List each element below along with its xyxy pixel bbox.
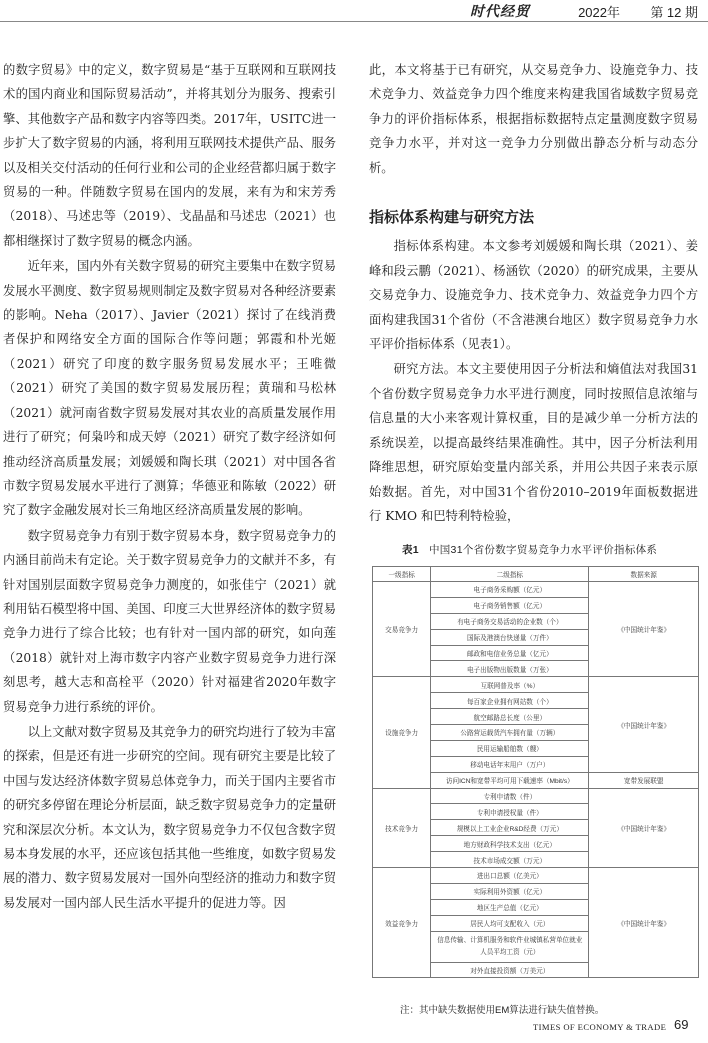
table-caption-text: 中国31个省份数字贸易竞争力水平评价指标体系 bbox=[428, 544, 658, 556]
level2-cell: 民用运输船舶数（艘） bbox=[431, 740, 589, 756]
table-row bbox=[373, 677, 699, 693]
level2-cell: 电子出版物出版数量（万张） bbox=[431, 661, 589, 677]
level2-cell: 有电子商务交易活动的企业数（个） bbox=[431, 613, 589, 629]
level2-cell: 专利申请授权量（件） bbox=[431, 804, 589, 820]
table-row bbox=[373, 788, 699, 804]
level1-cell: 技术竞争力 bbox=[373, 788, 431, 867]
section-heading: 指标体系构建与研究方法 bbox=[369, 209, 535, 227]
table-header-cell: 一级指标 bbox=[373, 567, 431, 582]
level2-cell: 电子商务采购额（亿元） bbox=[431, 582, 589, 598]
body-paragraph: 近年来，国内外有关数字贸易的研究主要集中在数字贸易发展水平测度、数字贸易规则制定及数字贸易对各种经济要素的影响。Neha（2017）、Javier（2021）探讨了在线消费者保护和网络安全方面的国际合作等问题；郭霞和朴光姬（2021）研究了印度的数字服务贸易发展水平；王唯微（2021）研究了美国的数字贸易发展历程；黄瑞和马松林（2021）就河南省数字贸易发展对其农业的高质量发展作用进行了研究；何枭吟和成天婷（2021）研究了数字经济如何推动经济高质量发展；刘媛媛和陶长琪（2021）对中国各省市数字贸易发展水平进行了测算；华德亚和陈敏（2022）研究了数字金融发展对长三角地区经济高质量发展的影响。 bbox=[3, 259, 336, 518]
level2-cell: 公路营运载货汽车拥有量（万辆） bbox=[431, 725, 589, 741]
source-cell: 《中国统计年鉴》 bbox=[589, 677, 699, 772]
table-header-row bbox=[373, 567, 699, 582]
level2-cell: 互联网普及率（%） bbox=[431, 677, 589, 693]
body-paragraph: 的数字贸易》中的定义，数字贸易是“基于互联网和互联网技术的国内商业和国际贸易活动”，并将其划分为服务、搜索引擎、其他数字产品和数字内容等四类。2017年，USITC进一步扩大了数字贸易的内涵，将利用互联网技术提供产品、服务以及相关交付活动的任何行业和公司的企业经营都归属于数字贸易的一种。伴随数字贸易在国内的发展，来有为和宋芳秀（2018）、马述忠等（2019）、戈晶晶和马述忠（2021）也都相继探讨了数字贸易的概念内涵。 bbox=[3, 63, 336, 248]
body-paragraph: 指标体系构建。本文参考刘媛媛和陶长琪（2021）、姜峰和段云鹏（2021）、杨涵钦（2020）的研究成果，主要从交易竞争力、设施竞争力、技术竞争力、效益竞争力四个方面构建我国31个省份（不含港澳台地区）数字贸易竞争力水平评价指标体系（见表1）。 bbox=[369, 239, 698, 352]
page-number: 69 bbox=[674, 1017, 689, 1032]
level2-cell: 移动电话年末用户（万户） bbox=[431, 756, 589, 772]
indicator-table bbox=[372, 566, 699, 978]
level2-cell: 实际利用外资额（亿元） bbox=[431, 883, 589, 899]
level2-cell: 对外直接投资额（万美元） bbox=[431, 962, 589, 978]
table-header-cell: 二级指标 bbox=[431, 567, 589, 582]
level1-cell: 设施竞争力 bbox=[373, 677, 431, 788]
table-note: 注：其中缺失数据使用EM算法进行缺失值替换。 bbox=[400, 1005, 605, 1016]
table-row bbox=[373, 868, 699, 884]
level2-cell: 规模以上工业企业R&D经费（万元） bbox=[431, 820, 589, 836]
level2-cell: 电子商务销售额（亿元） bbox=[431, 597, 589, 613]
journal-name: 时代经贸 bbox=[470, 4, 530, 20]
level2-cell: 技术市场成交额（万元） bbox=[431, 852, 589, 868]
table-row bbox=[373, 582, 699, 598]
body-paragraph: 数字贸易竞争力有别于数字贸易本身，数字贸易竞争力的内涵目前尚未有定论。关于数字贸易竞争力的文献并不多，有针对国别层面数字贸易竞争力测度的，如张佳宁（2021）就利用钻石模型将中国、美国、印度三大世界经济体的数字贸易竞争力进行了综合比较；也有针对一国内部的研究，如向莲（2018）就针对上海市数字内容产业数字贸易竞争力进行深刻思考，越大志和高栓平（2020）针对福建省2020年数字贸易竞争力进行系统的评价。 bbox=[3, 528, 336, 714]
level2-cell: 专利申请数（件） bbox=[431, 788, 589, 804]
source-cell: 《中国统计年鉴》 bbox=[589, 868, 699, 978]
footer-journal-name: TIMES OF ECONOMY & TRADE bbox=[533, 1022, 667, 1032]
source-cell: 《中国统计年鉴》 bbox=[589, 788, 699, 867]
level2-cell: 地方财政科学技术支出（亿元） bbox=[431, 836, 589, 852]
level2-cell: 信息传输、计算机服务和软件业城镇私营单位就业人员平均工资（元） bbox=[431, 931, 589, 962]
level2-cell: 每百家企业拥有网站数（个） bbox=[431, 693, 589, 709]
level2-cell: 居民人均可支配收入（元） bbox=[431, 915, 589, 931]
level2-cell: 访问ICN和宽带平均可用下载速率（Mbit/s） bbox=[431, 772, 589, 788]
level2-cell: 航空邮路总长度（公里） bbox=[431, 709, 589, 725]
table-header-cell: 数据来源 bbox=[589, 567, 699, 582]
source-cell: 宽带发展联盟 bbox=[589, 772, 699, 788]
body-paragraph: 此，本文将基于已有研究，从交易竞争力、设施竞争力、技术竞争力、效益竞争力四个维度来构建我国省域数字贸易竞争力的评价指标体系，根据指标数据特点定量测度数字贸易竞争力水平，并对这一竞争力分别做出静态分析与动态分析。 bbox=[369, 63, 698, 175]
issue-year: 2022年 bbox=[578, 5, 620, 20]
body-paragraph: 以上文献对数字贸易及其竞争力的研究均进行了较为丰富的探索，但是还有进一步研究的空间。现有研究主要是比较了中国与发达经济体数字贸易总体竞争力，而关于国内主要省市的研究多停留在理论分析层面，缺乏数字贸易竞争力的定量研究和深层次分析。本文认为，数字贸易竞争力不仅包含数字贸易本身发展的水平，还应该包括其他一些维度，如数字贸易发展的潜力、数字贸易发展对一国外向型经济的推动力和数字贸易发展对一国内部人民生活水平提升的促进力等。因 bbox=[3, 724, 336, 910]
level2-cell: 进出口总额（亿美元） bbox=[431, 868, 589, 884]
level2-cell: 国际及港澳台快递量（万件） bbox=[431, 629, 589, 645]
body-paragraph: 研究方法。本文主要使用因子分析法和熵值法对我国31个省份数字贸易竞争力水平进行测度，同时按照信息浓缩与信息量的大小来客观计算权重，目的是减少单一分析方法的系统误差，以提高最终结果准确性。其中，因子分析法利用降维思想，研究原始变量内部关系，并用公共因子来表示原始数据。首先，对中国31个省份2010–2019年面板数据进行 KMO 和巴特利特检验， bbox=[369, 362, 698, 523]
issue-number: 第 12 期 bbox=[650, 5, 698, 20]
left-column bbox=[3, 58, 336, 915]
level2-cell: 地区生产总值（亿元） bbox=[431, 899, 589, 915]
header-divider bbox=[0, 21, 708, 22]
table-caption-number: 表1 bbox=[402, 544, 419, 556]
level2-cell: 邮政和电信业务总量（亿元） bbox=[431, 645, 589, 661]
right-column bbox=[369, 58, 698, 528]
source-cell: 《中国统计年鉴》 bbox=[589, 582, 699, 677]
table-caption bbox=[402, 542, 657, 557]
level1-cell: 效益竞争力 bbox=[373, 868, 431, 978]
page-header bbox=[0, 0, 708, 20]
level1-cell: 交易竞争力 bbox=[373, 582, 431, 677]
